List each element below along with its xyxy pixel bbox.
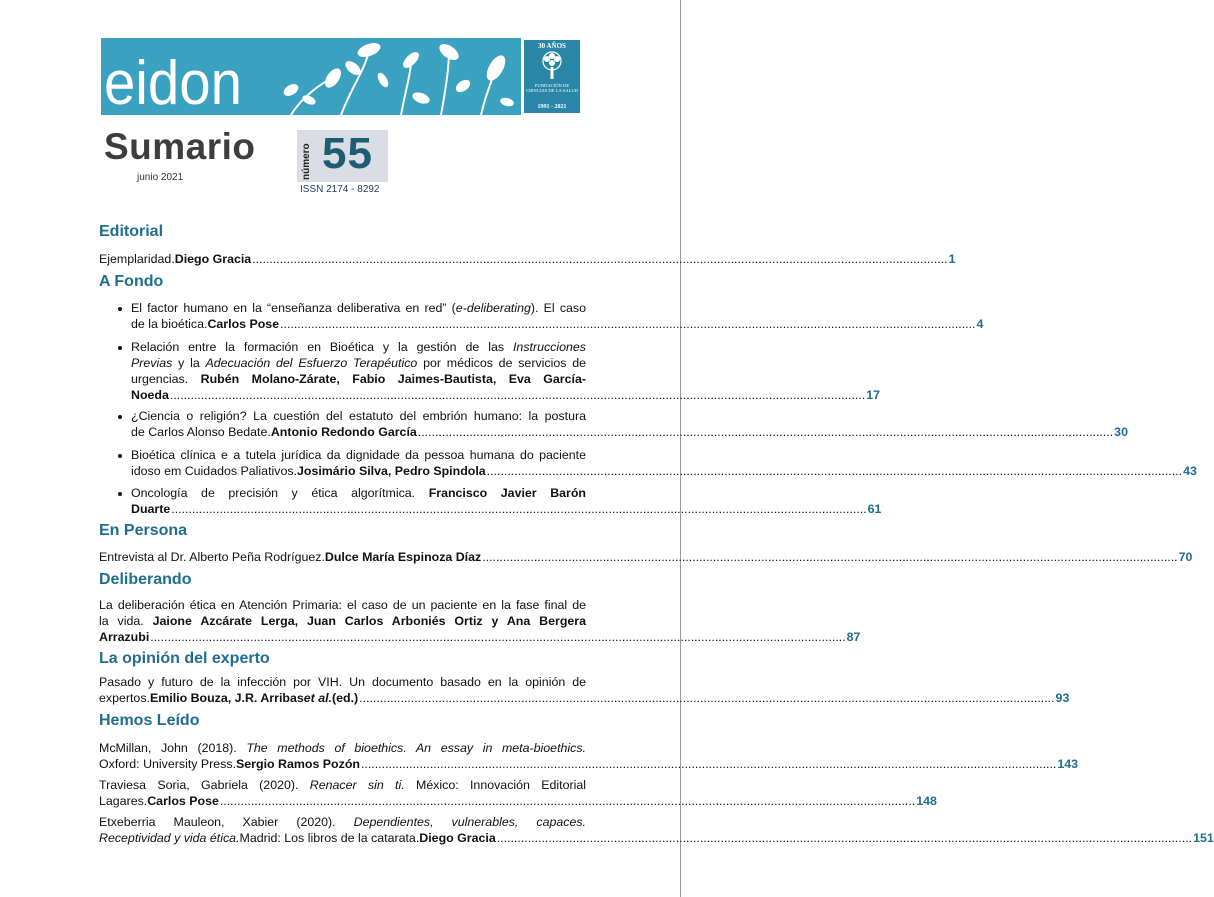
journal-banner — [101, 38, 583, 118]
toc-entry: Ejemplaridad. Diego Gracia .......................................................................................................................................................................................................... 1 — [99, 252, 956, 266]
page-number: 43 — [1183, 464, 1197, 478]
toc-entry: Pasado y futuro de la infección por VIH. Un documento basado en la opinión de expertos. Emilio Bouza, J.R. Arribas et al. (ed.) .......................................................................................................................................................................................................... 93 — [99, 675, 1070, 705]
bullet — [118, 307, 122, 311]
eidon-logo — [101, 38, 246, 118]
page-number: 1 — [948, 252, 956, 266]
toc-entry: La deliberación ética en Atención Primaria: el caso de un paciente en la fase final de la vida. Jaione Azcárate Lerga, Juan Carlos Arboniés Ortiz y Ana Bergera Arrazubi .......................................................................................................................................................................................................... 87 — [99, 598, 861, 644]
toc-entry: ¿Ciencia o religión? La cuestión del estatuto del embrión humano: la postura de Carlos Alonso Bedate. Antonio Redondo García .......................................................................................................................................................................................................... 30 — [131, 409, 1128, 439]
seal-dates: 1991 - 2021 — [537, 104, 567, 110]
svg-text:número: número — [301, 143, 312, 180]
seal-organization: FUNDACIÓN DE CIENCIAS DE LA SALUD — [526, 83, 578, 94]
toc-entry: El factor humano en la “enseñanza deliberativa en red” (e-deliberating). El caso de la bioética. Carlos Pose .......................................................................................................................................................................................................... 4 — [131, 301, 984, 331]
leaves-illustration-icon — [271, 38, 521, 115]
seal-years: 30 AÑOS — [538, 42, 566, 50]
tree-icon — [538, 51, 566, 81]
section-en-persona: En Persona — [99, 522, 188, 539]
toc-entry: Bioética clínica e a tutela jurídica da dignidade da pessoa humana do paciente idoso em Cuidados Paliativos. Josimário Silva, Pedro Spindola .......................................................................................................................................................................................................... 43 — [131, 448, 1197, 478]
section-hemos-leido: Hemos Leído — [99, 712, 200, 729]
page-number: 148 — [916, 794, 937, 808]
bullet — [118, 492, 122, 496]
section-editorial: Editorial — [99, 223, 164, 240]
anniversary-seal — [521, 38, 583, 115]
page-number: 17 — [866, 388, 881, 402]
page-title: Sumario — [104, 126, 256, 167]
page-number: 151 — [1193, 831, 1214, 845]
toc-entry: Etxeberria Mauleon, Xabier (2020). Dependientes, vulnerables, capaces. Receptividad y vida ética. Madrid: Los libros de la catarata. Diego Gracia .......................................................................................................................................................................................................... 151 — [99, 815, 1214, 845]
page-number: 87 — [846, 630, 861, 644]
page-number: 70 — [1178, 550, 1193, 564]
bullet — [118, 454, 122, 458]
section-opinion: La opinión del experto — [99, 650, 270, 667]
toc-entry: Relación entre la formación en Bioética y la gestión de las Instrucciones Previas y la Adecuación del Esfuerzo Terapéutico por médicos de servicios de urgencias. Rubén Molano-Zárate, Fabio Jaimes-Bautista, Eva García- Noeda .......................................................................................................................................................................................................... 17 — [131, 340, 881, 402]
bullet — [118, 346, 122, 350]
issn: ISSN 2174 - 8292 — [300, 184, 380, 195]
section-a-fondo: A Fondo — [99, 273, 164, 290]
toc-entry: Oncología de precisión y ética algorítmica. Francisco Javier Barón Duarte .......................................................................................................................................................................................................... 61 — [131, 486, 882, 516]
svg-text:eidon: eidon — [104, 49, 242, 118]
section-deliberando: Deliberando — [99, 571, 192, 588]
page-number: 30 — [1114, 425, 1128, 439]
page-number: 93 — [1055, 691, 1070, 705]
numero-label — [300, 130, 312, 182]
page-number: 143 — [1057, 757, 1079, 771]
toc-entry: Entrevista al Dr. Alberto Peña Rodríguez. Dulce María Espinoza Díaz .......................................................................................................................................................................................................... 70 — [99, 550, 1193, 564]
toc-entry: Traviesa Soria, Gabriela (2020). Renacer sin ti. México: Innovación Editorial Lagares. Carlos Pose .......................................................................................................................................................................................................... 148 — [99, 778, 937, 808]
page-number: 4 — [976, 317, 984, 331]
issue-number: 55 — [322, 129, 373, 178]
page-number: 61 — [867, 502, 882, 516]
issue-date: junio 2021 — [137, 172, 184, 183]
toc-entry: McMillan, John (2018). The methods of bioethics. An essay in meta-bioethics. Oxford: University Press. Sergio Ramos Pozón .......................................................................................................................................................................................................... 143 — [99, 741, 1079, 771]
bullet — [118, 415, 122, 419]
